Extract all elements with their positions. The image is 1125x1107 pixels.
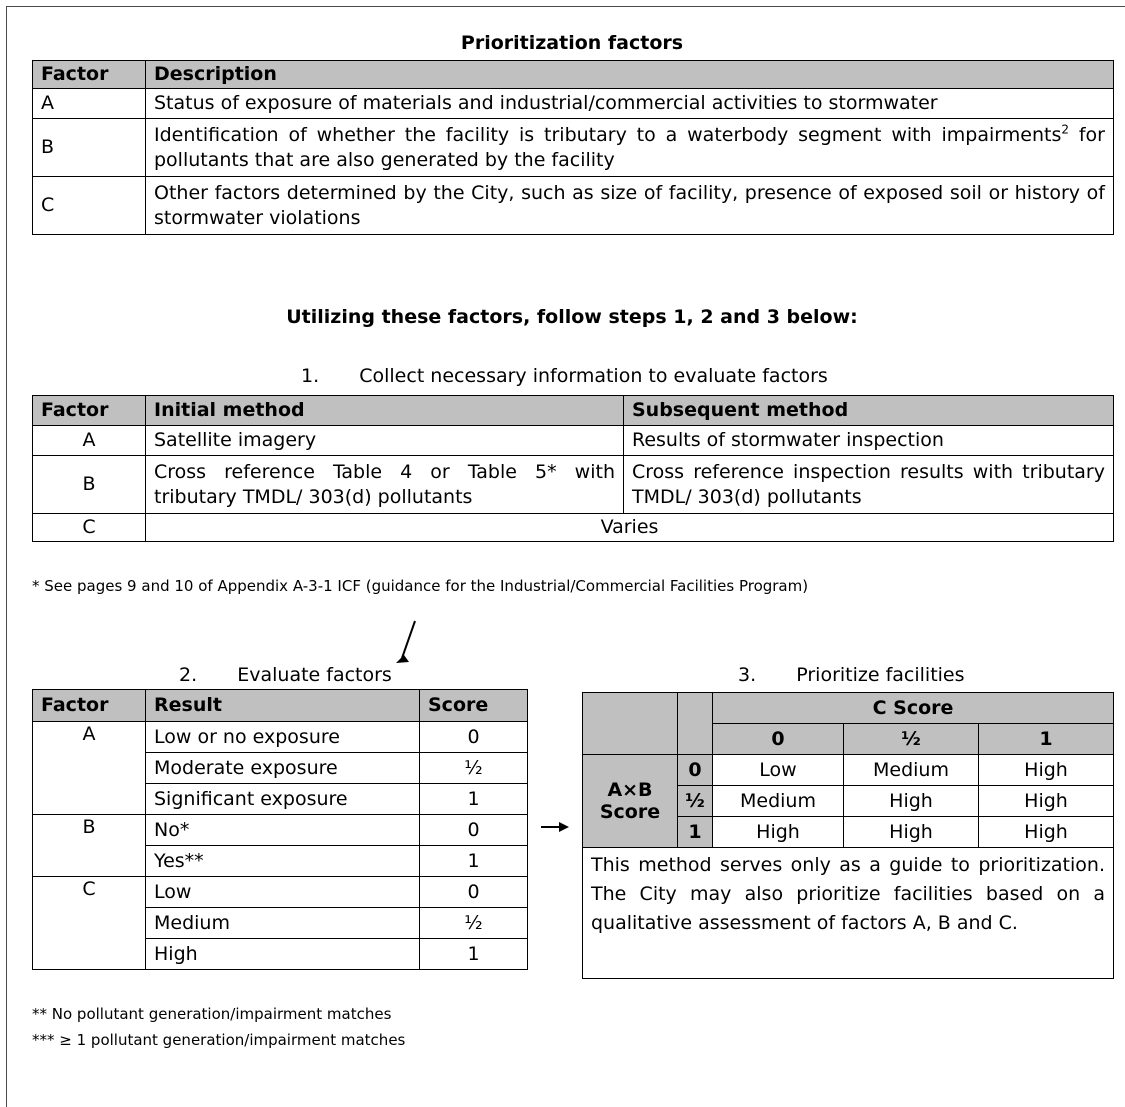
col-header-score: Score bbox=[420, 690, 528, 722]
factor-cell: B bbox=[33, 815, 146, 846]
axb-score-value: 1 bbox=[678, 817, 713, 848]
priority-cell: Medium bbox=[844, 755, 979, 786]
col-header-description: Description bbox=[146, 61, 1114, 89]
subsequent-cell: Results of stormwater inspection bbox=[624, 426, 1114, 456]
steps-heading: Utilizing these factors, follow steps 1, 2 and 3 below: bbox=[286, 306, 858, 328]
step2-footnote-2: *** ≥ 1 pollutant generation/impairment matches bbox=[32, 1031, 406, 1049]
step1-title: Collect necessary information to evaluate factors bbox=[359, 365, 828, 387]
c-score-value: 0 bbox=[713, 724, 844, 755]
description-cell: Other factors determined by the City, such as size of facility, presence of exposed soil or history of stormwater violations bbox=[146, 177, 1114, 235]
priority-cell: Medium bbox=[713, 786, 844, 817]
factor-cell: C bbox=[33, 177, 146, 235]
result-cell: High bbox=[146, 939, 420, 970]
step2-title: Evaluate factors bbox=[237, 664, 392, 686]
step3-title: Prioritize facilities bbox=[796, 664, 965, 686]
c-score-value: 1 bbox=[979, 724, 1114, 755]
step3-number: 3. bbox=[738, 664, 757, 686]
score-cell: 0 bbox=[420, 877, 528, 908]
factor-cell bbox=[33, 939, 146, 970]
result-cell: Low or no exposure bbox=[146, 722, 420, 753]
score-cell: 1 bbox=[420, 846, 528, 877]
result-cell: Significant exposure bbox=[146, 784, 420, 815]
result-cell: Low bbox=[146, 877, 420, 908]
c-score-value: ½ bbox=[844, 724, 979, 755]
score-cell: ½ bbox=[420, 753, 528, 784]
priority-cell: High bbox=[979, 755, 1114, 786]
step1-number: 1. bbox=[301, 365, 320, 387]
factor-cell: A bbox=[33, 722, 146, 753]
step1-footnote: * See pages 9 and 10 of Appendix A-3-1 ICF (guidance for the Industrial/Commercial Facilities Program) bbox=[32, 577, 809, 595]
col-header-factor: Factor bbox=[33, 396, 146, 426]
priority-cell: High bbox=[844, 786, 979, 817]
c-score-header: C Score bbox=[713, 693, 1114, 724]
step1-table bbox=[32, 395, 1114, 542]
step3-table bbox=[582, 692, 1114, 979]
prioritization-title: Prioritization factors bbox=[460, 32, 684, 54]
step3-heading bbox=[738, 664, 965, 686]
arrow-right-icon bbox=[541, 820, 571, 834]
priority-cell: High bbox=[979, 786, 1114, 817]
method-note: This method serves only as a guide to prioritization. The City may also prioritize facilities based on a qualitative assessment of factors A, B and C. bbox=[583, 848, 1114, 979]
col-header-initial: Initial method bbox=[146, 396, 624, 426]
col-header-result: Result bbox=[146, 690, 420, 722]
description-cell: Identification of whether the facility is tributary to a waterbody segment with impairments$^2$ for pollutants that are also generated by the facility bbox=[146, 119, 1114, 177]
col-header-subsequent: Subsequent method bbox=[624, 396, 1114, 426]
score-cell: ½ bbox=[420, 908, 528, 939]
score-cell: 0 bbox=[420, 722, 528, 753]
priority-cell: High bbox=[844, 817, 979, 848]
priority-cell: High bbox=[713, 817, 844, 848]
step2-number: 2. bbox=[179, 664, 198, 686]
axb-score-value: ½ bbox=[678, 786, 713, 817]
factor-cell: B bbox=[33, 119, 146, 177]
score-cell: 1 bbox=[420, 784, 528, 815]
factor-cell: B bbox=[33, 456, 146, 514]
priority-cell: Low bbox=[713, 755, 844, 786]
score-cell: 0 bbox=[420, 815, 528, 846]
description-cell: Status of exposure of materials and industrial/commercial activities to stormwater bbox=[146, 89, 1114, 119]
factor-cell: A bbox=[33, 426, 146, 456]
step2-table bbox=[32, 689, 528, 970]
result-cell: Moderate exposure bbox=[146, 753, 420, 784]
initial-cell: Satellite imagery bbox=[146, 426, 624, 456]
factor-cell bbox=[33, 846, 146, 877]
score-cell: 1 bbox=[420, 939, 528, 970]
result-cell: Yes** bbox=[146, 846, 420, 877]
step1-heading bbox=[301, 365, 828, 387]
prioritization-table bbox=[32, 60, 1114, 235]
factor-cell: C bbox=[33, 514, 146, 542]
step2-heading bbox=[179, 664, 392, 686]
result-cell: No* bbox=[146, 815, 420, 846]
factor-cell bbox=[33, 753, 146, 784]
factor-cell bbox=[33, 908, 146, 939]
merged-cell: Varies bbox=[146, 514, 1114, 542]
subsequent-cell: Cross reference inspection results with tributary TMDL/ 303(d) pollutants bbox=[624, 456, 1114, 514]
initial-cell: Cross reference Table 4 or Table 5* with tributary TMDL/ 303(d) pollutants bbox=[146, 456, 624, 514]
factor-cell: C bbox=[33, 877, 146, 908]
result-cell: Medium bbox=[146, 908, 420, 939]
factor-cell: A bbox=[33, 89, 146, 119]
step2-footnote-1: ** No pollutant generation/impairment matches bbox=[32, 1005, 392, 1023]
col-header-factor: Factor bbox=[33, 61, 146, 89]
footnote-superscript: 2 bbox=[1061, 122, 1069, 137]
axb-score-value: 0 bbox=[678, 755, 713, 786]
axb-score-header: A×B Score bbox=[583, 755, 678, 848]
priority-cell: High bbox=[979, 817, 1114, 848]
arrow-down-left-icon bbox=[393, 619, 423, 669]
factor-cell bbox=[33, 784, 146, 815]
col-header-factor: Factor bbox=[33, 690, 146, 722]
